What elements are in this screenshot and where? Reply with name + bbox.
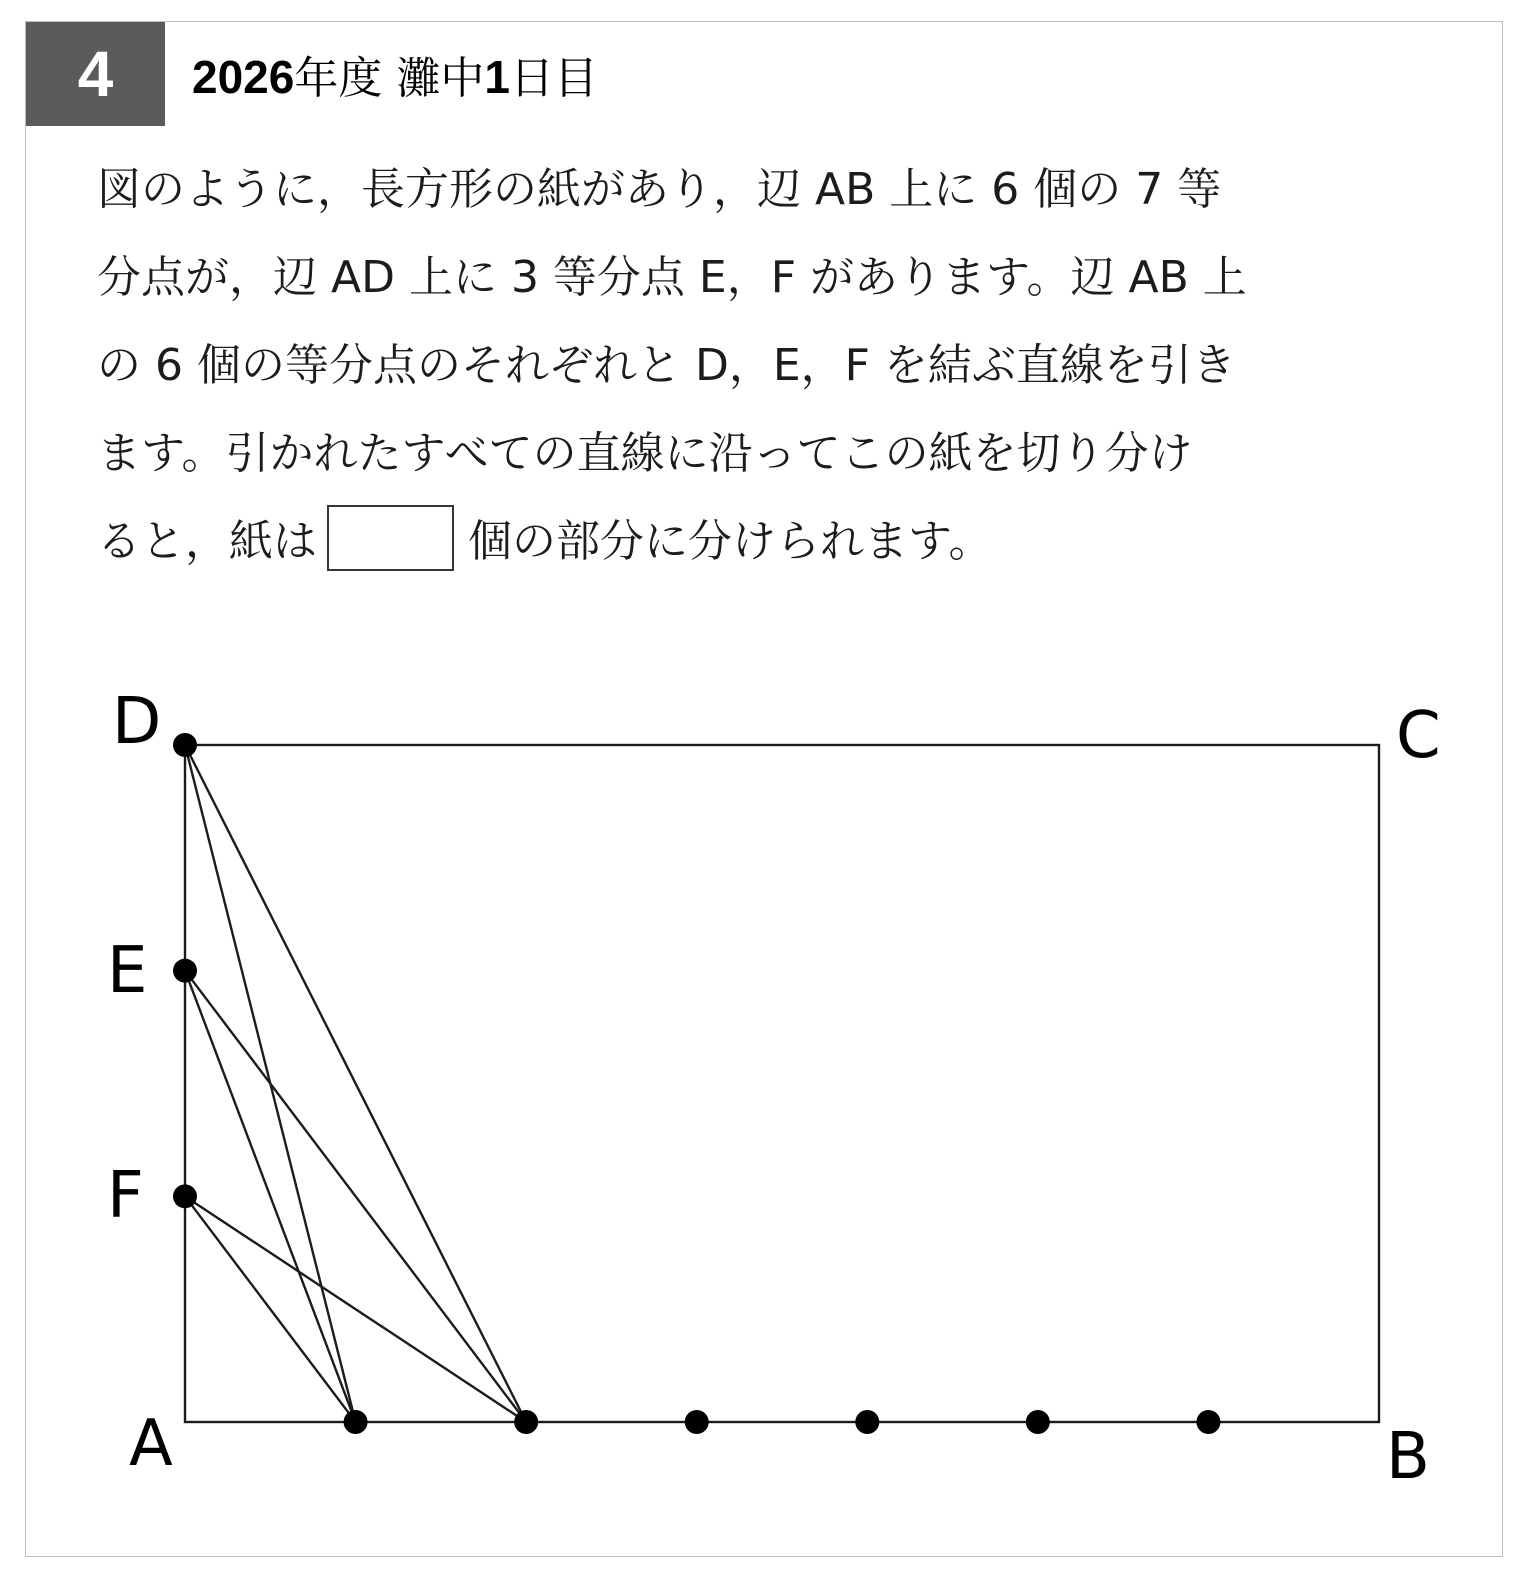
cut-lines-group [185, 745, 526, 1422]
label-c: C [1396, 699, 1441, 773]
ab-division-point-4 [855, 1410, 879, 1434]
points-group [173, 733, 1220, 1434]
ab-division-point-2 [514, 1410, 538, 1434]
title-year-suffix: 年度 灘中 [294, 53, 485, 104]
cut-line-d-to-ab-point-2 [185, 745, 526, 1422]
problem-line-5-after: 個の部分に分けられます。 [468, 516, 993, 567]
rectangle-abcd [185, 745, 1379, 1422]
ab-division-point-1 [344, 1410, 368, 1434]
label-a: A [129, 1407, 173, 1481]
problem-line-5-before: ると，紙は [97, 516, 317, 567]
problem-line-1: 図のように，長方形の紙があり，辺 AB 上に 6 個の 7 等 [97, 164, 1222, 215]
point-d-dot [173, 733, 197, 757]
cut-line-f-to-ab-point-1 [185, 1196, 356, 1422]
ab-division-point-6 [1196, 1410, 1220, 1434]
label-e: E [107, 934, 148, 1008]
label-d: D [112, 685, 162, 759]
problem-number: 4 [77, 38, 114, 110]
point-f-dot [173, 1184, 197, 1208]
cut-line-e-to-ab-point-2 [185, 971, 526, 1422]
ab-division-point-3 [685, 1410, 709, 1434]
problem-line-4: ます。引かれたすべての直線に沿ってこの紙を切り分け [97, 428, 1193, 479]
title-day-suffix: 日目 [509, 53, 598, 104]
point-e-dot [173, 959, 197, 983]
ab-division-point-5 [1026, 1410, 1050, 1434]
cut-line-e-to-ab-point-1 [185, 971, 356, 1422]
label-b: B [1386, 1420, 1430, 1494]
cut-line-f-to-ab-point-2 [185, 1196, 526, 1422]
title-day-number: 1 [484, 51, 510, 103]
label-f: F [107, 1159, 144, 1233]
title-year: 2026 [192, 51, 295, 103]
problem-line-2: 分点が，辺 AD 上に 3 等分点 E，F があります。辺 AB 上 [97, 252, 1247, 303]
problem-line-3: の 6 個の等分点のそれぞれと D，E，F を結ぶ直線を引き [97, 340, 1236, 391]
